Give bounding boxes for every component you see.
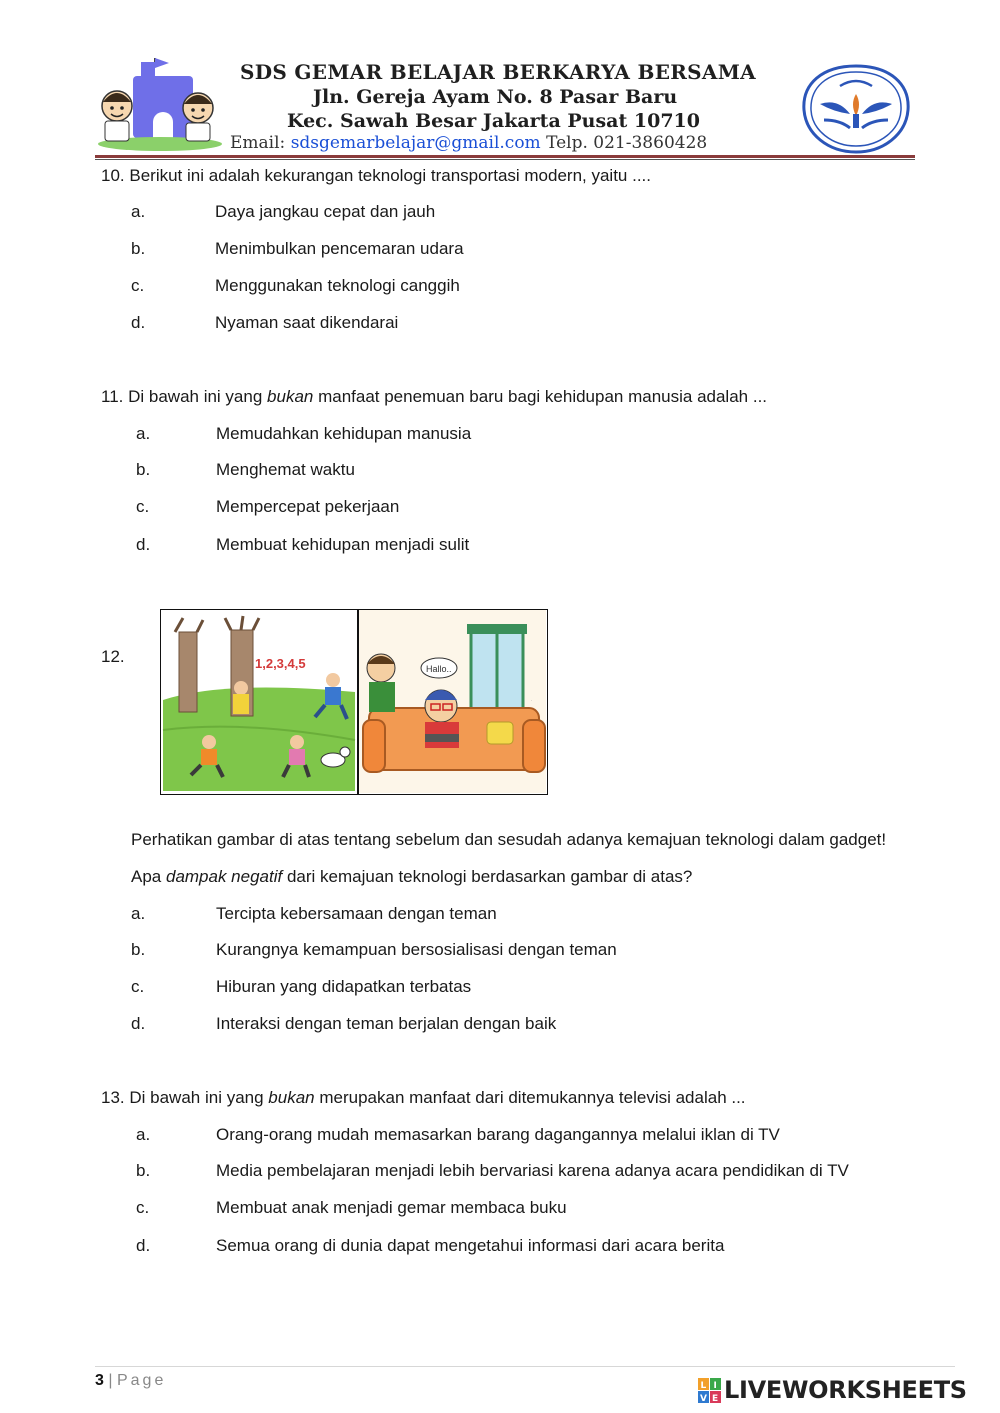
- school-address-line1: Jln. Gereja Ayam No. 8 Pasar Baru: [313, 86, 678, 108]
- svg-text:.: .: [529, 700, 535, 702]
- question-number: 11.: [101, 387, 124, 406]
- option-letter: b.: [136, 1161, 151, 1180]
- header-divider: [95, 155, 915, 158]
- question-13: [101, 1087, 746, 1109]
- svg-text:L: L: [700, 1381, 707, 1391]
- question-text-after: merupakan manfaat dari ditemukannya televisi adalah ...: [314, 1088, 746, 1107]
- question-text-before: Di bawah ini yang: [128, 387, 268, 406]
- header-divider-thin: [95, 159, 915, 160]
- school-address-line2: Kec. Sawah Besar Jakarta Pusat 10710: [287, 110, 700, 132]
- option-text: Tercipta kebersamaan dengan teman: [216, 904, 497, 923]
- option-letter: d.: [136, 1236, 151, 1255]
- question-text-emphasis: bukan: [268, 1088, 315, 1107]
- svg-text:E: E: [712, 1394, 719, 1404]
- school-contact: [230, 133, 707, 153]
- option-letter: d.: [131, 1014, 146, 1033]
- option-text: Mempercepat pekerjaan: [216, 497, 400, 516]
- option-letter: a.: [136, 1125, 151, 1144]
- question-number: 13.: [101, 1088, 125, 1107]
- question-text-after: manfaat penemuan baru bagi kehidupan manusia adalah ...: [313, 387, 768, 406]
- option-text: Membuat kehidupan menjadi sulit: [216, 535, 470, 554]
- question-text-after: dari kemajuan teknologi berdasarkan gambar di atas?: [282, 867, 693, 886]
- option-text: Nyaman saat dikendarai: [215, 313, 399, 332]
- letterhead: [0, 0, 1000, 165]
- option-letter: a.: [131, 904, 146, 923]
- option-letter: c.: [136, 1198, 150, 1217]
- counting-label: 1,2,3,4,5: [255, 656, 306, 671]
- question-text-before: Di bawah ini yang: [129, 1088, 269, 1107]
- footer-divider: [95, 1366, 955, 1367]
- question-11: [101, 386, 767, 408]
- question-text-emphasis: bukan: [267, 387, 314, 406]
- option-letter: d.: [136, 535, 151, 554]
- question-text-emphasis: dampak negatif: [165, 867, 283, 886]
- greeting-label: Hallo..: [426, 664, 452, 674]
- page-separator: |: [108, 1372, 113, 1389]
- question-10: [101, 165, 651, 187]
- question-number: 10.: [101, 166, 125, 185]
- liveworksheets-wordmark: LIVEWORKSHEETS: [724, 1376, 967, 1404]
- tut-wuri-handayani-emblem-icon: [800, 64, 912, 154]
- option-text: Interaksi dengan teman berjalan dengan baik: [216, 1014, 557, 1033]
- question-text: Berikut ini adalah kekurangan teknologi transportasi modern, yaitu ....: [129, 166, 652, 185]
- option-text: Media pembelajaran menjadi lebih bervariasi karena adanya acara pendidikan di TV: [216, 1161, 849, 1180]
- option-text: Membuat anak menjadi gemar membaca buku: [216, 1198, 567, 1217]
- question-12-instruction: Perhatikan gambar di atas tentang sebelum dan sesudah adanya kemajuan teknologi dalam gadget!: [131, 830, 887, 849]
- option-text: Menggunakan teknologi canggih: [215, 276, 460, 295]
- question-12-illustration: [160, 609, 548, 795]
- svg-text:V: V: [700, 1394, 707, 1404]
- option-letter: b.: [136, 460, 151, 479]
- option-text: Memudahkan kehidupan manusia: [216, 424, 472, 443]
- question-12-text: [131, 866, 692, 888]
- option-text: Menghemat waktu: [216, 460, 355, 479]
- option-text: Daya jangkau cepat dan jauh: [215, 202, 436, 221]
- page-word: Page: [116, 1372, 167, 1389]
- question-text-before: Apa: [131, 867, 166, 886]
- page-number-value: 3: [95, 1372, 104, 1389]
- children-playing-outdoors-illustration: [161, 610, 357, 793]
- option-text: Menimbulkan pencemaran udara: [215, 239, 464, 258]
- school-phone: Telp. 021-3860428: [546, 133, 708, 153]
- svg-text:I: I: [713, 1381, 717, 1391]
- school-logo-icon: [95, 58, 225, 153]
- school-email: sdsgemarbelajar@gmail.com: [290, 133, 541, 153]
- option-letter: a.: [131, 202, 146, 221]
- page-number: [95, 1372, 166, 1390]
- option-letter: b.: [131, 239, 146, 258]
- option-letter: c.: [131, 977, 145, 996]
- child-playing-gadget-illustration: [359, 610, 546, 793]
- liveworksheets-logo-icon: [698, 1378, 722, 1404]
- option-letter: b.: [131, 940, 146, 959]
- option-letter: d.: [131, 313, 146, 332]
- option-text: Hiburan yang didapatkan terbatas: [216, 977, 472, 996]
- option-letter: c.: [136, 497, 150, 516]
- option-text: Kurangnya kemampuan bersosialisasi dengan teman: [216, 940, 617, 959]
- option-letter: a.: [136, 424, 151, 443]
- email-label: Email:: [230, 133, 286, 153]
- option-text: Orang-orang mudah memasarkan barang dagangannya melalui iklan di TV: [216, 1125, 780, 1144]
- question-12-number: 12.: [101, 647, 125, 666]
- option-text: Semua orang di dunia dapat mengetahui informasi dari acara berita: [216, 1236, 725, 1255]
- school-name: SDS GEMAR BELAJAR BERKARYA BERSAMA: [240, 60, 756, 84]
- option-letter: c.: [131, 276, 145, 295]
